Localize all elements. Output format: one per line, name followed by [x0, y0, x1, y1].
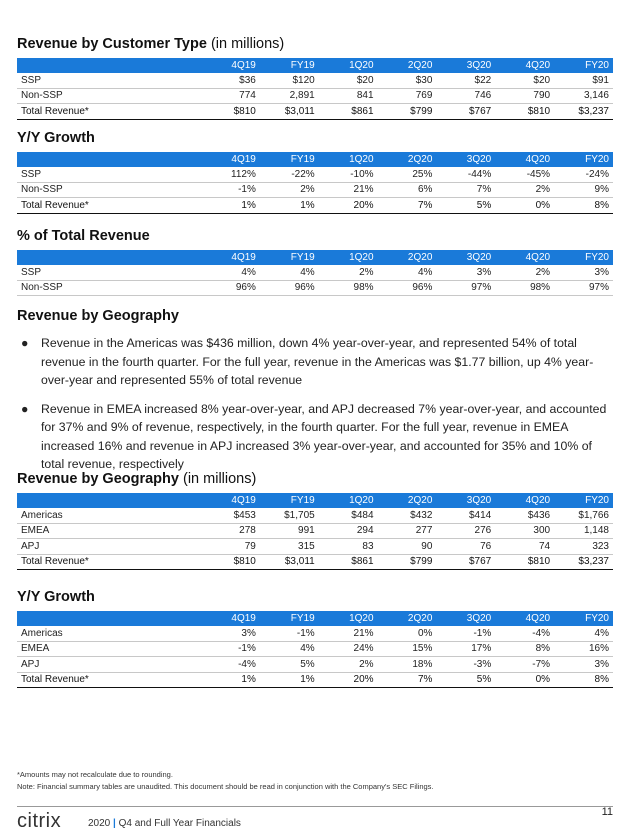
value-cell: $484: [319, 508, 378, 523]
value-cell: 18%: [378, 657, 437, 673]
table-header-row: [17, 250, 613, 265]
value-cell: $3,011: [260, 104, 319, 120]
value-cell: $767: [436, 554, 495, 570]
value-cell: 5%: [436, 672, 495, 688]
column-header: FY20: [554, 152, 613, 167]
value-cell: 3%: [554, 657, 613, 673]
row-label: Total Revenue*: [17, 672, 201, 688]
table-row: [17, 523, 613, 539]
column-header: 4Q19: [201, 250, 260, 265]
table-total-row: [17, 104, 613, 120]
value-cell: $799: [378, 104, 437, 120]
column-header: 1Q20: [319, 58, 378, 73]
column-header: FY20: [554, 493, 613, 508]
value-cell: $3,237: [554, 104, 613, 120]
value-cell: 3,146: [554, 88, 613, 104]
value-cell: 2%: [319, 265, 378, 280]
table-row: [17, 182, 613, 198]
value-cell: 790: [495, 88, 554, 104]
value-cell: 0%: [495, 198, 554, 214]
value-cell: 7%: [378, 672, 437, 688]
section-title-revenue-by-geography: Revenue by Geography (in millions): [17, 471, 257, 487]
column-header: 2Q20: [378, 152, 437, 167]
value-cell: $810: [495, 104, 554, 120]
value-cell: $36: [201, 73, 260, 88]
value-cell: 300: [495, 523, 554, 539]
value-cell: 2%: [319, 657, 378, 673]
value-cell: 277: [378, 523, 437, 539]
value-cell: $861: [319, 554, 378, 570]
column-header: 3Q20: [436, 250, 495, 265]
value-cell: -4%: [201, 657, 260, 673]
value-cell: -7%: [495, 657, 554, 673]
value-cell: 1%: [201, 198, 260, 214]
footnote-note: Note: Financial summary tables are unaudited. This document should be read in conjunction with the Company's SEC Filings.: [17, 782, 434, 791]
value-cell: $436: [495, 508, 554, 523]
column-header: 2Q20: [378, 611, 437, 626]
column-header: 1Q20: [319, 152, 378, 167]
header-label-cell: [17, 250, 201, 265]
section-title-revenue-by-geography-text: Revenue by Geography: [17, 308, 179, 324]
column-header: 3Q20: [436, 611, 495, 626]
value-cell: $30: [378, 73, 437, 88]
value-cell: 774: [201, 88, 260, 104]
bullet-icon: ●: [21, 336, 29, 350]
section-title-yy-growth-customer: Y/Y Growth: [17, 130, 95, 146]
table-header-row: [17, 611, 613, 626]
table-row: [17, 280, 613, 296]
value-cell: 25%: [378, 167, 437, 182]
value-cell: $1,705: [260, 508, 319, 523]
header-label-cell: [17, 58, 201, 73]
value-cell: 16%: [554, 641, 613, 657]
row-label: EMEA: [17, 641, 201, 657]
column-header: FY19: [260, 152, 319, 167]
value-cell: 96%: [378, 280, 437, 296]
section-title-yy-growth-geography: Y/Y Growth: [17, 589, 95, 605]
value-cell: 1%: [260, 672, 319, 688]
section-title-revenue-by-customer: Revenue by Customer Type (in millions): [17, 36, 285, 52]
citrix-logo: citrix: [17, 810, 62, 832]
value-cell: 83: [319, 539, 378, 555]
table-total-row: [17, 554, 613, 570]
row-label: Americas: [17, 626, 201, 641]
row-label: Total Revenue*: [17, 198, 201, 214]
bullet-icon: ●: [21, 401, 29, 416]
value-cell: 7%: [436, 182, 495, 198]
column-header: 1Q20: [319, 611, 378, 626]
value-cell: 2%: [495, 182, 554, 198]
table-row: [17, 626, 613, 641]
value-cell: $767: [436, 104, 495, 120]
column-header: FY19: [260, 250, 319, 265]
value-cell: $414: [436, 508, 495, 523]
value-cell: 0%: [378, 626, 437, 641]
column-header: 4Q19: [201, 611, 260, 626]
row-label: Non-SSP: [17, 280, 201, 296]
table-revenue-by-customer: [17, 58, 613, 120]
value-cell: -22%: [260, 167, 319, 182]
row-label: Non-SSP: [17, 182, 201, 198]
column-header: 4Q19: [201, 493, 260, 508]
value-cell: 24%: [319, 641, 378, 657]
value-cell: 2,891: [260, 88, 319, 104]
bullet-emea-apj: ● Revenue in EMEA increased 8% year-over-year, and APJ decreased 7% year-over-year, and accounted for 37% and 9% of revenue, respectively, in the fourth quarter. For the full year, revenue in EMEA increased 16% and revenue in APJ increased 3% year-over-year, and accounted for 35% and 10% of total revenue, respectively: [21, 401, 607, 471]
value-cell: $810: [495, 554, 554, 570]
value-cell: 97%: [554, 280, 613, 296]
row-label: SSP: [17, 167, 201, 182]
value-cell: 8%: [554, 198, 613, 214]
value-cell: 2%: [260, 182, 319, 198]
value-cell: -10%: [319, 167, 378, 182]
value-cell: 76: [436, 539, 495, 555]
value-cell: -1%: [260, 626, 319, 641]
table-header-row: [17, 58, 613, 73]
row-label: Americas: [17, 508, 201, 523]
value-cell: 8%: [495, 641, 554, 657]
value-cell: -3%: [436, 657, 495, 673]
value-cell: 276: [436, 523, 495, 539]
value-cell: -24%: [554, 167, 613, 182]
table-total-row: [17, 672, 613, 688]
table-row: [17, 73, 613, 88]
value-cell: 98%: [319, 280, 378, 296]
value-cell: 17%: [436, 641, 495, 657]
value-cell: 3%: [201, 626, 260, 641]
value-cell: $3,011: [260, 554, 319, 570]
value-cell: 90: [378, 539, 437, 555]
value-cell: $1,766: [554, 508, 613, 523]
value-cell: 3%: [436, 265, 495, 280]
value-cell: $3,237: [554, 554, 613, 570]
section-title-pct-total: % of Total Revenue: [17, 228, 150, 244]
row-label: EMEA: [17, 523, 201, 539]
value-cell: 97%: [436, 280, 495, 296]
column-header: 4Q19: [201, 152, 260, 167]
value-cell: $453: [201, 508, 260, 523]
table-row: [17, 167, 613, 182]
value-cell: 315: [260, 539, 319, 555]
column-header: 4Q20: [495, 611, 554, 626]
row-label: Total Revenue*: [17, 554, 201, 570]
value-cell: 4%: [201, 265, 260, 280]
header-label-cell: [17, 152, 201, 167]
column-header: 2Q20: [378, 493, 437, 508]
page-number: 11: [601, 806, 613, 818]
value-cell: 98%: [495, 280, 554, 296]
row-label: SSP: [17, 265, 201, 280]
column-header: FY19: [260, 58, 319, 73]
value-cell: $810: [201, 104, 260, 120]
column-header: FY19: [260, 611, 319, 626]
column-header: 3Q20: [436, 152, 495, 167]
column-header: 4Q19: [201, 58, 260, 73]
value-cell: 20%: [319, 198, 378, 214]
row-label: SSP: [17, 73, 201, 88]
value-cell: 841: [319, 88, 378, 104]
value-cell: 20%: [319, 672, 378, 688]
row-label: Non-SSP: [17, 88, 201, 104]
table-revenue-by-geography: [17, 493, 613, 570]
table-row: [17, 508, 613, 523]
column-header: 4Q20: [495, 493, 554, 508]
header-label-cell: [17, 611, 201, 626]
value-cell: 746: [436, 88, 495, 104]
row-label: APJ: [17, 657, 201, 673]
bullet-americas: ● Revenue in the Americas was $436 million, down 4% year-over-year, and represented 54% of total revenue in the fourth quarter. For the full year, revenue in the Americas was $1.77 billion, up 4% year-over-year and represented 55% of total revenue: [21, 336, 594, 387]
value-cell: 79: [201, 539, 260, 555]
value-cell: 4%: [554, 626, 613, 641]
column-header: 2Q20: [378, 58, 437, 73]
table-yy-growth-customer: [17, 152, 613, 214]
footer-divider: [17, 806, 613, 807]
value-cell: 5%: [436, 198, 495, 214]
table-yy-growth-geography: [17, 611, 613, 688]
value-cell: 6%: [378, 182, 437, 198]
table-total-row: [17, 198, 613, 214]
column-header: FY20: [554, 58, 613, 73]
value-cell: 3%: [554, 265, 613, 280]
table-row: [17, 88, 613, 104]
footer-doc-title: 2020 | Q4 and Full Year Financials: [88, 818, 241, 829]
value-cell: 769: [378, 88, 437, 104]
table-row: [17, 265, 613, 280]
value-cell: 1%: [260, 198, 319, 214]
footnote-rounding: *Amounts may not recalculate due to rounding.: [17, 770, 173, 779]
value-cell: -45%: [495, 167, 554, 182]
column-header: 4Q20: [495, 58, 554, 73]
column-header: 3Q20: [436, 58, 495, 73]
value-cell: 4%: [260, 265, 319, 280]
value-cell: 7%: [378, 198, 437, 214]
column-header: 1Q20: [319, 493, 378, 508]
value-cell: 1%: [201, 672, 260, 688]
value-cell: 74: [495, 539, 554, 555]
value-cell: $91: [554, 73, 613, 88]
column-header: 1Q20: [319, 250, 378, 265]
value-cell: $799: [378, 554, 437, 570]
value-cell: 991: [260, 523, 319, 539]
value-cell: 294: [319, 523, 378, 539]
value-cell: $22: [436, 73, 495, 88]
geography-bullets: [17, 334, 613, 484]
value-cell: 96%: [260, 280, 319, 296]
value-cell: $432: [378, 508, 437, 523]
value-cell: $20: [319, 73, 378, 88]
column-header: 4Q20: [495, 250, 554, 265]
header-label-cell: [17, 493, 201, 508]
value-cell: -1%: [201, 182, 260, 198]
table-row: [17, 657, 613, 673]
value-cell: 5%: [260, 657, 319, 673]
table-row: [17, 641, 613, 657]
value-cell: -44%: [436, 167, 495, 182]
value-cell: 278: [201, 523, 260, 539]
column-header: 4Q20: [495, 152, 554, 167]
value-cell: -4%: [495, 626, 554, 641]
value-cell: 21%: [319, 182, 378, 198]
column-header: FY19: [260, 493, 319, 508]
table-row: [17, 539, 613, 555]
column-header: FY20: [554, 611, 613, 626]
value-cell: $120: [260, 73, 319, 88]
value-cell: 323: [554, 539, 613, 555]
value-cell: 4%: [378, 265, 437, 280]
value-cell: -1%: [201, 641, 260, 657]
value-cell: 96%: [201, 280, 260, 296]
value-cell: 1,148: [554, 523, 613, 539]
value-cell: $861: [319, 104, 378, 120]
value-cell: 21%: [319, 626, 378, 641]
column-header: FY20: [554, 250, 613, 265]
table-pct-total: [17, 250, 613, 296]
value-cell: $20: [495, 73, 554, 88]
value-cell: -1%: [436, 626, 495, 641]
value-cell: 9%: [554, 182, 613, 198]
row-label: Total Revenue*: [17, 104, 201, 120]
column-header: 3Q20: [436, 493, 495, 508]
value-cell: $810: [201, 554, 260, 570]
value-cell: 4%: [260, 641, 319, 657]
value-cell: 15%: [378, 641, 437, 657]
value-cell: 112%: [201, 167, 260, 182]
table-header-row: [17, 493, 613, 508]
value-cell: 2%: [495, 265, 554, 280]
row-label: APJ: [17, 539, 201, 555]
table-header-row: [17, 152, 613, 167]
value-cell: 0%: [495, 672, 554, 688]
value-cell: 8%: [554, 672, 613, 688]
column-header: 2Q20: [378, 250, 437, 265]
